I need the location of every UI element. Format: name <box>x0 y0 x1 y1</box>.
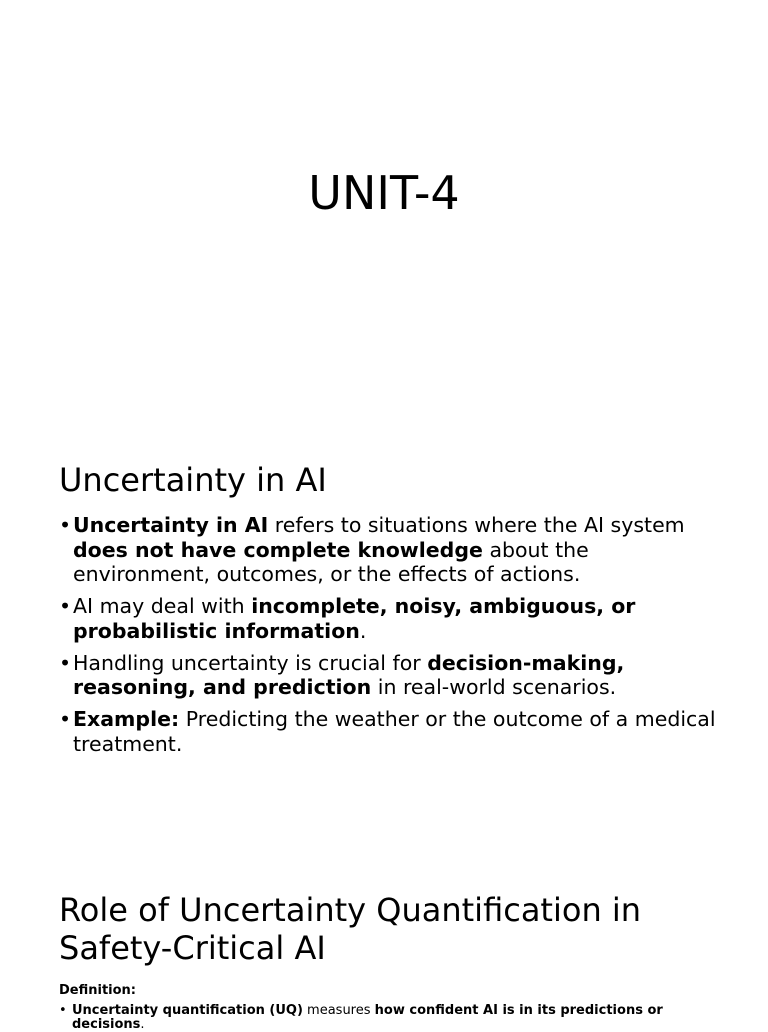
bullet-bold-text: incomplete, noisy, ambiguous, or probabilistic information <box>73 594 636 643</box>
bullet-text: refers to situations where the AI system <box>268 513 685 537</box>
section-heading: Role of Uncertainty Quantification in Safety-Critical AI <box>59 891 642 967</box>
bullet-item <box>59 707 719 756</box>
bullet-bold-text: does not have complete knowledge <box>73 537 483 562</box>
bullet-text: Handling uncertainty is crucial for <box>73 650 428 675</box>
section-heading: Uncertainty in AI <box>59 461 327 499</box>
bullet-text: . <box>359 618 367 643</box>
bullet-item <box>59 651 719 700</box>
bullet-bold-text: Example: <box>73 707 180 731</box>
uq-section <box>59 891 739 1032</box>
bullet-text: about the environment, outcomes, or the effects of actions. <box>73 537 589 586</box>
bullet-list <box>59 513 719 756</box>
bullet-bold-text: how confident AI is in its predictions or decisions <box>72 1003 663 1032</box>
bullet-text: Predicting the weather or the outcome of a medical treatment. <box>73 707 716 756</box>
slide-title: UNIT-4 <box>308 166 460 220</box>
bullet-text: AI may deal with <box>73 594 252 618</box>
bullet-text: . <box>140 1017 145 1032</box>
bullet-bold-text: decision-making, reasoning, and prediction <box>73 650 625 699</box>
bullet-bold-text: Uncertainty in AI <box>73 513 269 537</box>
uncertainty-section <box>59 461 719 764</box>
bullet-item <box>59 594 719 643</box>
definition-bullet-list <box>59 1004 739 1032</box>
bullet-text: in real-world scenarios. <box>371 675 617 699</box>
bullet-bold-text: Uncertainty quantification (UQ) <box>72 1003 303 1018</box>
bullet-item <box>59 513 719 587</box>
bullet-item <box>59 1004 739 1032</box>
definition-label: Definition: <box>59 983 137 998</box>
bullet-text: measures <box>302 1003 375 1018</box>
